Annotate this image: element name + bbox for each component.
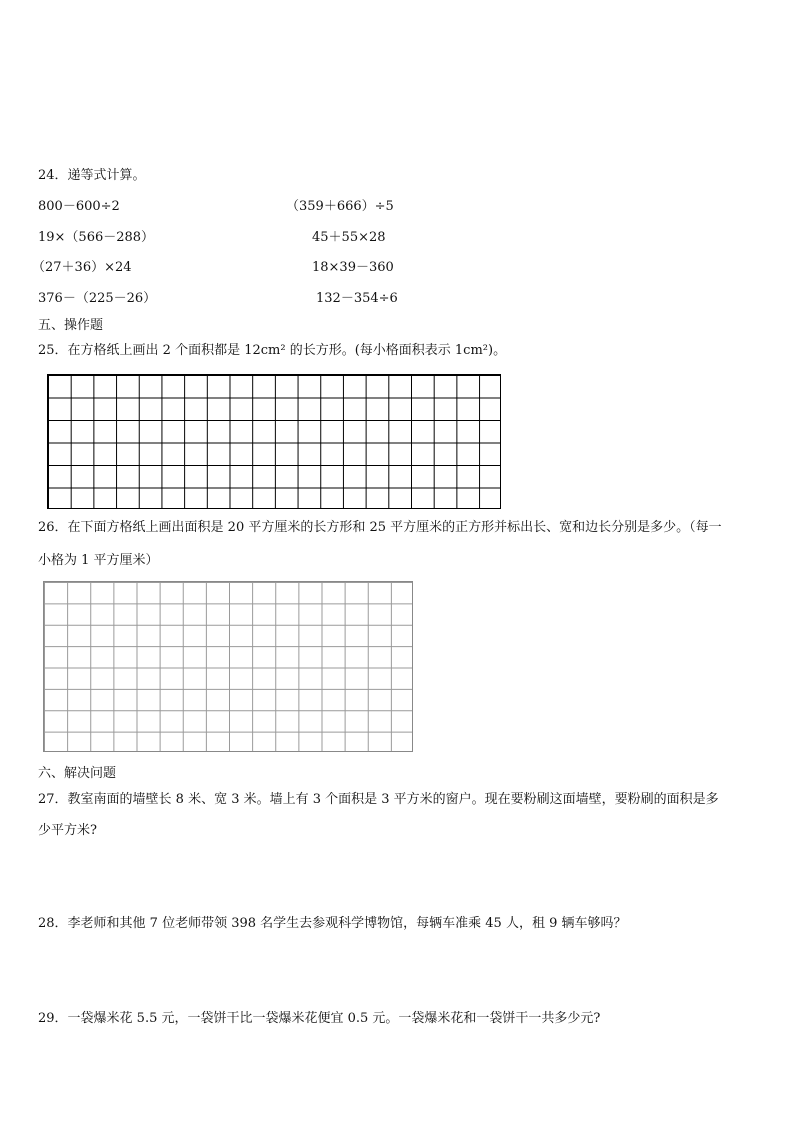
q25-grid-paper[interactable] xyxy=(47,374,501,509)
q24-expr-3-left: （27＋36）×24 xyxy=(32,260,132,275)
q24-expr-4-right: 132－354÷6 xyxy=(316,291,398,306)
q24-expr-2-left: 19×（566－288） xyxy=(38,230,155,245)
q24-title: 24．递等式计算。 xyxy=(38,168,146,183)
section-5-title: 五、操作题 xyxy=(38,318,104,333)
q26-text-line1: 26．在下面方格纸上画出面积是 20 平方厘米的长方形和 25 平方厘米的正方形并标出长、宽和边长分别是多少。（每一 xyxy=(38,520,722,535)
q27-text-line1: 27．教室南面的墙壁长 8 米、宽 3 米。墙上有 3 个面积是 3 平方米的窗户。现在要粉刷这面墙壁，要粉刷的面积是多 xyxy=(38,792,719,807)
q24-expr-1-left: 800－600÷2 xyxy=(38,199,120,214)
q24-expr-4-left: 376－（225－26） xyxy=(38,291,157,306)
q29-text: 29．一袋爆米花 5.5 元，一袋饼干比一袋爆米花便宜 0.5 元。一袋爆米花和一袋饼干一共多少元? xyxy=(38,1011,601,1026)
q27-text-line2: 少平方米? xyxy=(38,823,97,838)
q28-text: 28．李老师和其他 7 位老师带领 398 名学生去参观科学博物馆，每辆车准乘 45 人，租 9 辆车够吗？ xyxy=(38,916,627,931)
q24-expr-3-right: 18×39－360 xyxy=(312,260,394,275)
q24-expr-1-right: （359＋666）÷5 xyxy=(286,199,394,214)
q26-grid-paper[interactable] xyxy=(43,581,413,752)
q25-text: 25．在方格纸上画出 2 个面积都是 12cm² 的长方形。(每小格面积表示 1cm²)。 xyxy=(38,343,507,358)
q26-text-line2: 小格为 1 平方厘米） xyxy=(38,553,159,568)
q24-expr-2-right: 45＋55×28 xyxy=(312,230,386,245)
section-6-title: 六、解决问题 xyxy=(38,766,117,781)
